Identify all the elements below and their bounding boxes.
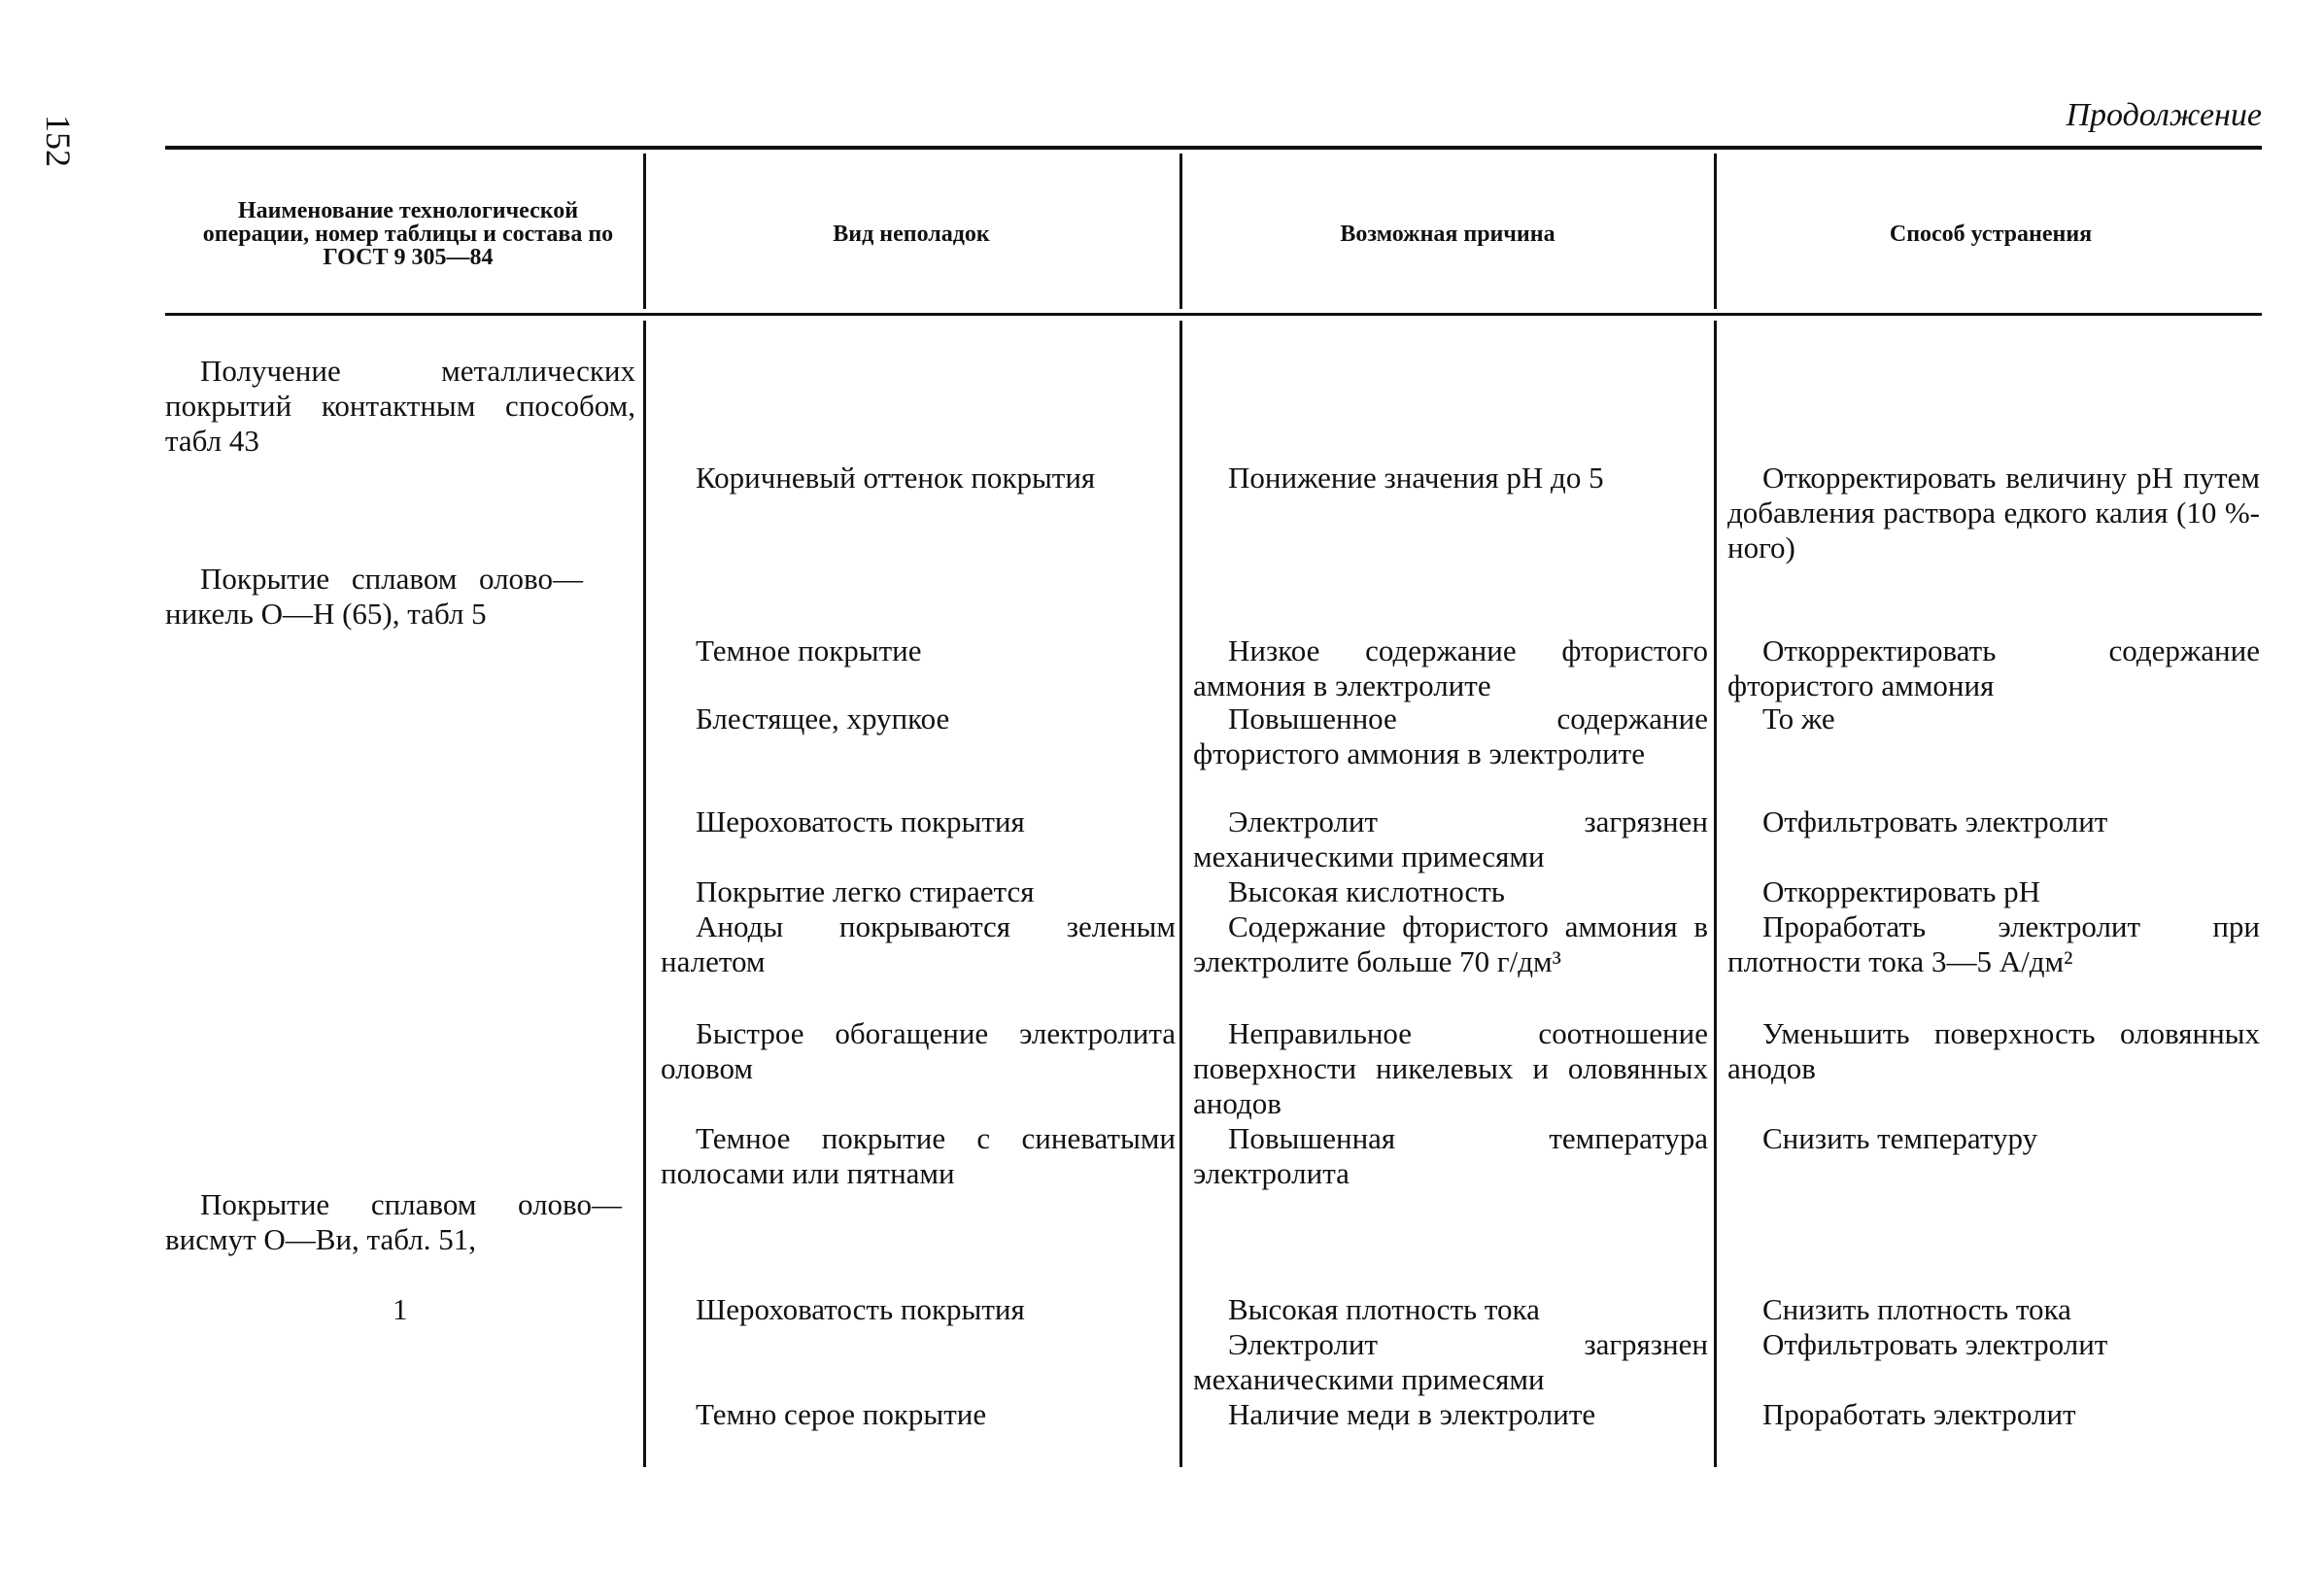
operation-cell: Покрытие сплавом олово—висмут О—Ви, табл. 51, xyxy=(165,1187,622,1256)
operation-cell: 1 xyxy=(393,1292,408,1326)
operation-cell: Получение металлических покрытий контактным способом, табл 43 xyxy=(165,354,635,458)
remedy-cell: Отфильтровать электролит xyxy=(1762,804,2108,838)
defect-cell: Шероховатость покрытия xyxy=(696,1292,1025,1326)
table-top-rule xyxy=(165,146,2262,150)
defect-cell: Темное покрытие xyxy=(696,633,922,667)
remedy-cell: Снизить плотность тока xyxy=(1762,1292,2071,1326)
header-defect: Вид неполадок xyxy=(833,222,990,247)
cause-cell: Наличие меди в электролите xyxy=(1228,1397,1596,1431)
defect-cell: Темно серое покрытие xyxy=(696,1397,987,1431)
remedy-cell: Откорректировать величину pH путем добавления раствора едкого калия (10 %-ного) xyxy=(1727,461,2260,564)
column-divider xyxy=(643,321,646,1467)
cause-cell: Электролит загрязнен механическими примесями xyxy=(1193,804,1708,873)
remedy-cell: Проработать электролит xyxy=(1762,1397,2076,1431)
cause-cell: Повышенное содержание фтористого аммония в электролите xyxy=(1193,701,1708,770)
column-divider xyxy=(1179,154,1182,309)
cause-cell: Неправильное соотношение поверхности никелевых и оловянных анодов xyxy=(1193,1016,1708,1120)
defect-cell: Быстрое обогащение электролита оловом xyxy=(661,1016,1176,1085)
cause-cell: Электролит загрязнен механическими примесями xyxy=(1193,1327,1708,1396)
continuation-label: Продолжение xyxy=(2066,97,2262,133)
header-operation: Наименование технологической операции, номер таблицы и состава по ГОСТ 9 305—84 xyxy=(202,198,614,270)
cause-cell: Низкое содержание фтористого аммония в электролите xyxy=(1193,633,1708,702)
remedy-cell: То же xyxy=(1762,701,1835,735)
header-remedy: Способ устранения xyxy=(1889,222,2093,247)
defect-cell: Шероховатость покрытия xyxy=(696,804,1025,838)
remedy-cell: Откорректировать pH xyxy=(1762,874,2040,908)
cause-cell: Высокая плотность тока xyxy=(1228,1292,1540,1326)
cause-cell: Повышенная температура электролита xyxy=(1193,1121,1708,1190)
cause-cell: Понижение значения pH до 5 xyxy=(1228,461,1604,495)
remedy-cell: Откорректировать содержание фтористого аммония xyxy=(1727,633,2260,702)
operation-cell: Покрытие сплавом олово—никель О—Н (65), табл 5 xyxy=(165,562,583,631)
remedy-cell: Уменьшить поверхность оловянных анодов xyxy=(1727,1016,2260,1085)
defect-cell: Аноды покрываются зеленым налетом xyxy=(661,909,1176,978)
defect-cell: Блестящее, хрупкое xyxy=(696,701,950,735)
column-divider xyxy=(643,154,646,309)
cause-cell: Содержание фтористого аммония в электролите больше 70 г/дм³ xyxy=(1193,909,1708,978)
cause-cell: Высокая кислотность xyxy=(1228,874,1505,908)
column-divider xyxy=(1714,154,1717,309)
defect-cell: Коричневый оттенок покрытия xyxy=(696,461,1096,495)
remedy-cell: Отфильтровать электролит xyxy=(1762,1327,2108,1361)
header-bottom-rule xyxy=(165,313,2262,316)
defect-cell: Покрытие легко стирается xyxy=(696,874,1035,908)
remedy-cell: Снизить температуру xyxy=(1762,1121,2038,1155)
column-divider xyxy=(1714,321,1717,1467)
header-cause: Возможная причина xyxy=(1340,222,1555,247)
page-number: 152 xyxy=(39,115,78,167)
defect-cell: Темное покрытие с синеватыми полосами или пятнами xyxy=(661,1121,1176,1190)
remedy-cell: Проработать электролит при плотности тока 3—5 А/дм² xyxy=(1727,909,2260,978)
column-divider xyxy=(1179,321,1182,1467)
